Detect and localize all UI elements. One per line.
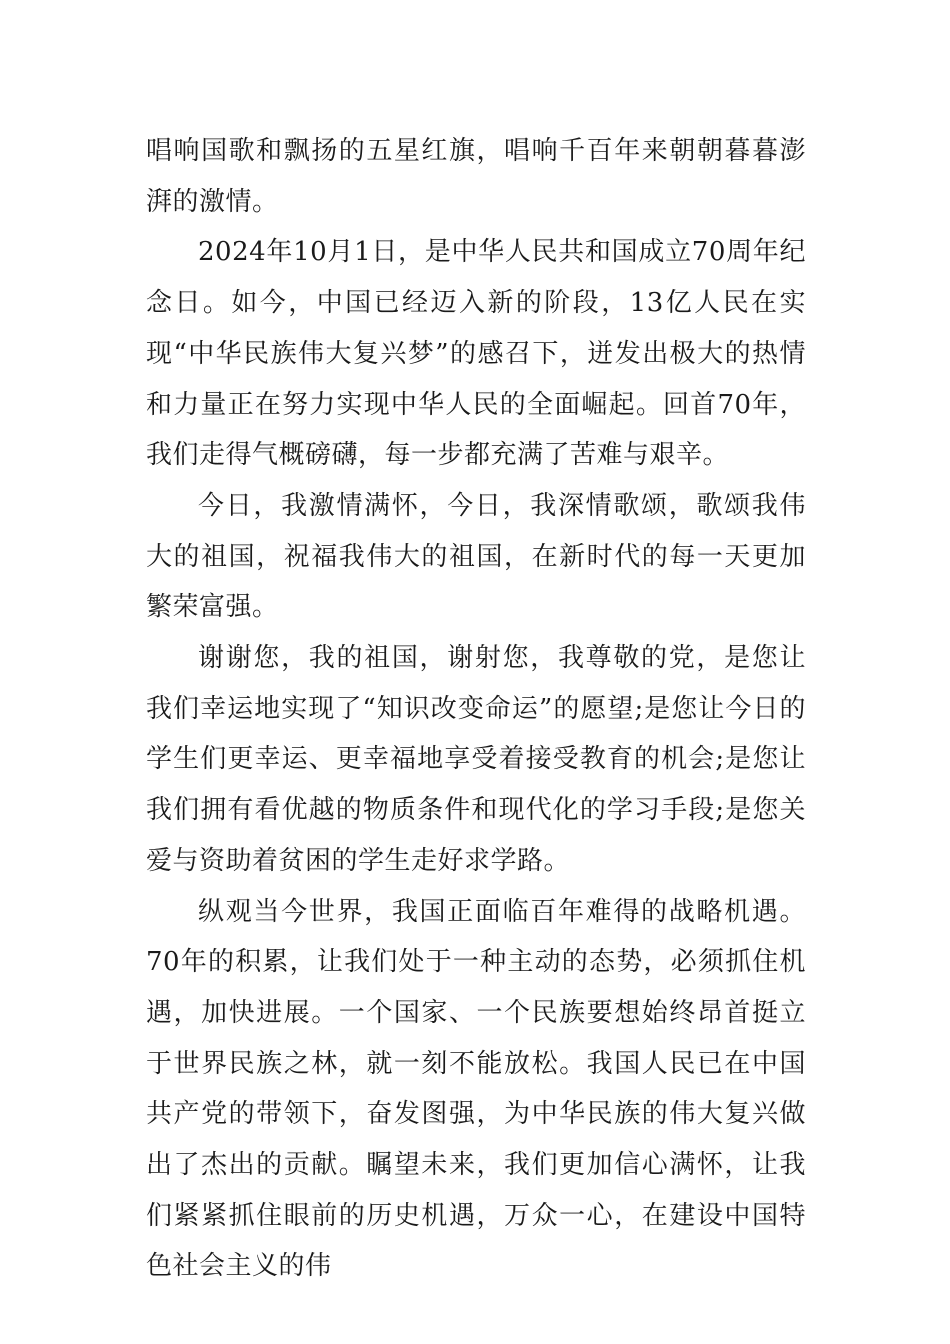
paragraph-2: 2024年10月1日，是中华人民共和国成立70周年纪念日。如今，中国已经迈入新的阶段，13亿人民在实现“中华民族伟大复兴梦”的感召下，迸发出极大的热情和力量正在努力实现中华人民的全面崛起。回首70年，我们走得气概磅礴，每一步都充满了苦难与艰辛。 (146, 237, 806, 471)
paragraph-3: 今日，我激情满怀，今日，我深情歌颂，歌颂我伟大的祖国，祝福我伟大的祖国，在新时代的每一天更加繁荣富强。 (146, 490, 806, 623)
paragraph-5: 纵观当今世界，我国正面临百年难得的战略机遇。70年的积累，让我们处于一种主动的态势，必须抓住机遇，加快进展。一个国家、一个民族要想始终昂首挺立于世界民族之林，就一刻不能放松。我国人民已在中国共产党的带领下，奋发图强，为中华民族的伟大复兴做出了杰出的贡献。瞩望未来，我们更加信心满怀，让我们紧紧抓住眼前的历史机遇，万众一心，在建设中国特色社会主义的伟 (146, 896, 806, 1282)
document-body (146, 126, 806, 1292)
paragraph-4: 谢谢您，我的祖国，谢射您，我尊敬的党，是您让我们幸运地实现了“知识改变命运”的愿望;是您让今日的学生们更幸运、更幸福地享受着接受教育的机会;是您让我们拥有看优越的物质条件和现代化的学习手段;是您关爱与资助着贫困的学生走好求学路。 (146, 643, 806, 876)
paragraph-1: 唱响国歌和飘扬的五星红旗，唱响千百年来朝朝暮暮澎湃的激情。 (146, 136, 806, 217)
